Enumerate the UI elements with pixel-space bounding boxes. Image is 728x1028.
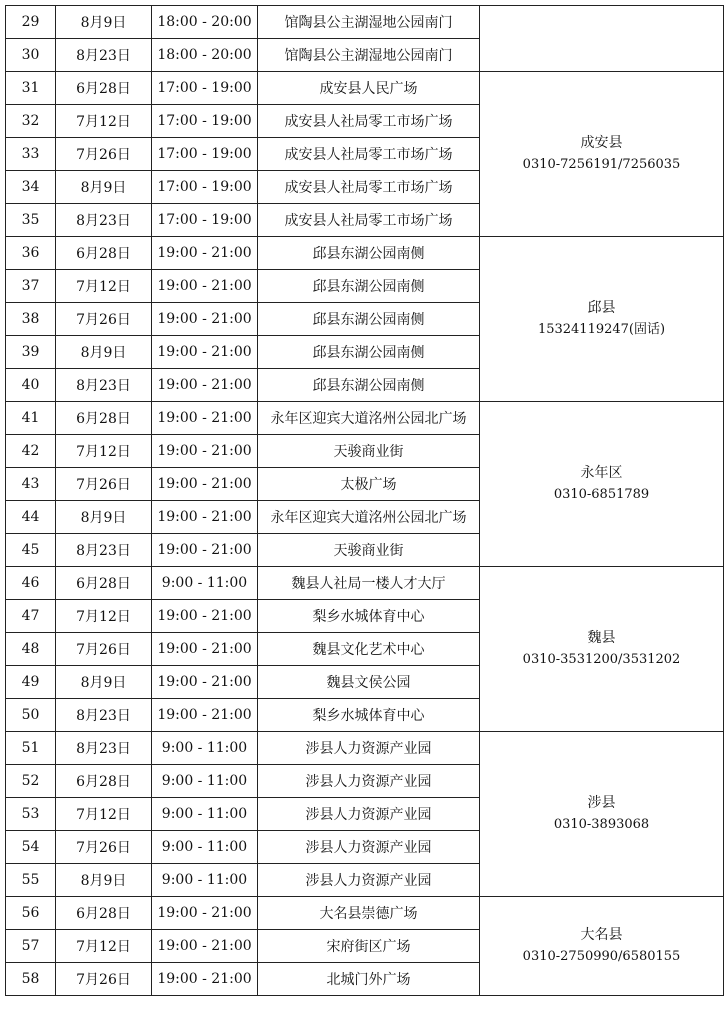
row-number-cell: 42	[6, 435, 56, 468]
time-cell: 19:00 - 21:00	[152, 600, 258, 633]
contact-phone: 15324119247(固话)	[537, 322, 666, 337]
row-number-cell: 44	[6, 501, 56, 534]
date-cell: 8月9日	[56, 501, 152, 534]
date-cell: 7月12日	[56, 930, 152, 963]
time-cell: 19:00 - 21:00	[152, 237, 258, 270]
time-cell: 19:00 - 21:00	[152, 270, 258, 303]
time-cell: 19:00 - 21:00	[152, 468, 258, 501]
row-number-cell: 29	[6, 6, 56, 39]
date-cell: 7月26日	[56, 633, 152, 666]
location-cell: 魏县人社局一楼人才大厅	[258, 567, 480, 600]
contact-cell	[480, 6, 724, 72]
schedule-table-body	[6, 6, 724, 996]
date-cell: 6月28日	[56, 765, 152, 798]
date-cell: 8月23日	[56, 534, 152, 567]
location-cell: 邱县东湖公园南侧	[258, 270, 480, 303]
location-cell: 邱县东湖公园南侧	[258, 303, 480, 336]
time-cell: 19:00 - 21:00	[152, 303, 258, 336]
contact-cell	[480, 732, 724, 897]
table-row	[6, 237, 724, 270]
district-name: 永年区	[580, 465, 623, 481]
time-cell: 9:00 - 11:00	[152, 831, 258, 864]
location-cell: 梨乡水城体育中心	[258, 600, 480, 633]
row-number-cell: 36	[6, 237, 56, 270]
location-cell: 邱县东湖公园南侧	[258, 237, 480, 270]
row-number-cell: 31	[6, 72, 56, 105]
schedule-table	[5, 5, 724, 996]
date-cell: 6月28日	[56, 72, 152, 105]
time-cell: 19:00 - 21:00	[152, 534, 258, 567]
location-cell: 魏县文侯公园	[258, 666, 480, 699]
time-cell: 19:00 - 21:00	[152, 369, 258, 402]
time-cell: 19:00 - 21:00	[152, 435, 258, 468]
row-number-cell: 51	[6, 732, 56, 765]
table-row	[6, 72, 724, 105]
time-cell: 19:00 - 21:00	[152, 963, 258, 996]
time-cell: 19:00 - 21:00	[152, 402, 258, 435]
row-number-cell: 52	[6, 765, 56, 798]
row-number-cell: 41	[6, 402, 56, 435]
time-cell: 19:00 - 21:00	[152, 897, 258, 930]
time-cell: 19:00 - 21:00	[152, 336, 258, 369]
location-cell: 邱县东湖公园南侧	[258, 336, 480, 369]
contact-phone: 0310-3531200/3531202	[522, 652, 681, 667]
date-cell: 7月26日	[56, 831, 152, 864]
row-number-cell: 43	[6, 468, 56, 501]
date-cell: 6月28日	[56, 237, 152, 270]
district-name: 魏县	[587, 630, 616, 646]
row-number-cell: 39	[6, 336, 56, 369]
date-cell: 7月12日	[56, 270, 152, 303]
table-row	[6, 897, 724, 930]
date-cell: 7月26日	[56, 303, 152, 336]
location-cell: 成安县人社局零工市场广场	[258, 204, 480, 237]
location-cell: 成安县人社局零工市场广场	[258, 138, 480, 171]
row-number-cell: 32	[6, 105, 56, 138]
row-number-cell: 40	[6, 369, 56, 402]
location-cell: 永年区迎宾大道洺州公园北广场	[258, 402, 480, 435]
row-number-cell: 55	[6, 864, 56, 897]
contact-cell	[480, 897, 724, 996]
contact-phone: 0310-2750990/6580155	[522, 949, 681, 964]
date-cell: 8月9日	[56, 666, 152, 699]
row-number-cell: 38	[6, 303, 56, 336]
time-cell: 17:00 - 19:00	[152, 105, 258, 138]
date-cell: 8月9日	[56, 171, 152, 204]
time-cell: 9:00 - 11:00	[152, 798, 258, 831]
location-cell: 涉县人力资源产业园	[258, 864, 480, 897]
location-cell: 涉县人力资源产业园	[258, 831, 480, 864]
table-row	[6, 402, 724, 435]
row-number-cell: 34	[6, 171, 56, 204]
location-cell: 成安县人民广场	[258, 72, 480, 105]
location-cell: 大名县崇德广场	[258, 897, 480, 930]
time-cell: 19:00 - 21:00	[152, 501, 258, 534]
date-cell: 8月9日	[56, 864, 152, 897]
district-name: 邱县	[587, 300, 616, 316]
location-cell: 涉县人力资源产业园	[258, 798, 480, 831]
location-cell: 成安县人社局零工市场广场	[258, 171, 480, 204]
location-cell: 涉县人力资源产业园	[258, 732, 480, 765]
date-cell: 8月23日	[56, 39, 152, 72]
date-cell: 7月26日	[56, 138, 152, 171]
date-cell: 7月26日	[56, 468, 152, 501]
location-cell: 馆陶县公主湖湿地公园南门	[258, 6, 480, 39]
location-cell: 宋府街区广场	[258, 930, 480, 963]
time-cell: 17:00 - 19:00	[152, 204, 258, 237]
time-cell: 18:00 - 20:00	[152, 39, 258, 72]
date-cell: 8月23日	[56, 732, 152, 765]
location-cell: 梨乡水城体育中心	[258, 699, 480, 732]
location-cell: 魏县文化艺术中心	[258, 633, 480, 666]
time-cell: 18:00 - 20:00	[152, 6, 258, 39]
date-cell: 6月28日	[56, 897, 152, 930]
location-cell: 成安县人社局零工市场广场	[258, 105, 480, 138]
contact-phone: 0310-3893068	[553, 817, 650, 832]
contact-cell	[480, 402, 724, 567]
time-cell: 9:00 - 11:00	[152, 864, 258, 897]
location-cell: 太极广场	[258, 468, 480, 501]
row-number-cell: 33	[6, 138, 56, 171]
table-row	[6, 732, 724, 765]
row-number-cell: 47	[6, 600, 56, 633]
contact-cell	[480, 72, 724, 237]
time-cell: 17:00 - 19:00	[152, 138, 258, 171]
row-number-cell: 54	[6, 831, 56, 864]
date-cell: 8月23日	[56, 369, 152, 402]
row-number-cell: 50	[6, 699, 56, 732]
row-number-cell: 48	[6, 633, 56, 666]
date-cell: 6月28日	[56, 567, 152, 600]
contact-phone: 0310-6851789	[553, 487, 650, 502]
date-cell: 7月26日	[56, 963, 152, 996]
row-number-cell: 37	[6, 270, 56, 303]
date-cell: 8月23日	[56, 699, 152, 732]
district-name: 涉县	[587, 795, 616, 811]
row-number-cell: 30	[6, 39, 56, 72]
location-cell: 天骏商业街	[258, 534, 480, 567]
date-cell: 7月12日	[56, 600, 152, 633]
location-cell: 北城门外广场	[258, 963, 480, 996]
row-number-cell: 57	[6, 930, 56, 963]
date-cell: 8月23日	[56, 204, 152, 237]
location-cell: 涉县人力资源产业园	[258, 765, 480, 798]
row-number-cell: 49	[6, 666, 56, 699]
contact-cell	[480, 237, 724, 402]
row-number-cell: 46	[6, 567, 56, 600]
date-cell: 6月28日	[56, 402, 152, 435]
date-cell: 7月12日	[56, 105, 152, 138]
location-cell: 天骏商业街	[258, 435, 480, 468]
row-number-cell: 56	[6, 897, 56, 930]
contact-cell	[480, 567, 724, 732]
date-cell: 8月9日	[56, 6, 152, 39]
location-cell: 永年区迎宾大道洺州公园北广场	[258, 501, 480, 534]
time-cell: 17:00 - 19:00	[152, 171, 258, 204]
location-cell: 馆陶县公主湖湿地公园南门	[258, 39, 480, 72]
row-number-cell: 53	[6, 798, 56, 831]
time-cell: 19:00 - 21:00	[152, 930, 258, 963]
time-cell: 19:00 - 21:00	[152, 666, 258, 699]
table-row	[6, 567, 724, 600]
row-number-cell: 45	[6, 534, 56, 567]
district-name: 大名县	[580, 927, 623, 943]
location-cell: 邱县东湖公园南侧	[258, 369, 480, 402]
row-number-cell: 35	[6, 204, 56, 237]
time-cell: 19:00 - 21:00	[152, 633, 258, 666]
time-cell: 19:00 - 21:00	[152, 699, 258, 732]
table-row	[6, 6, 724, 39]
row-number-cell: 58	[6, 963, 56, 996]
date-cell: 8月9日	[56, 336, 152, 369]
district-name: 成安县	[580, 135, 623, 151]
time-cell: 9:00 - 11:00	[152, 732, 258, 765]
date-cell: 7月12日	[56, 435, 152, 468]
time-cell: 9:00 - 11:00	[152, 567, 258, 600]
contact-phone: 0310-7256191/7256035	[522, 157, 681, 172]
time-cell: 9:00 - 11:00	[152, 765, 258, 798]
time-cell: 17:00 - 19:00	[152, 72, 258, 105]
date-cell: 7月12日	[56, 798, 152, 831]
